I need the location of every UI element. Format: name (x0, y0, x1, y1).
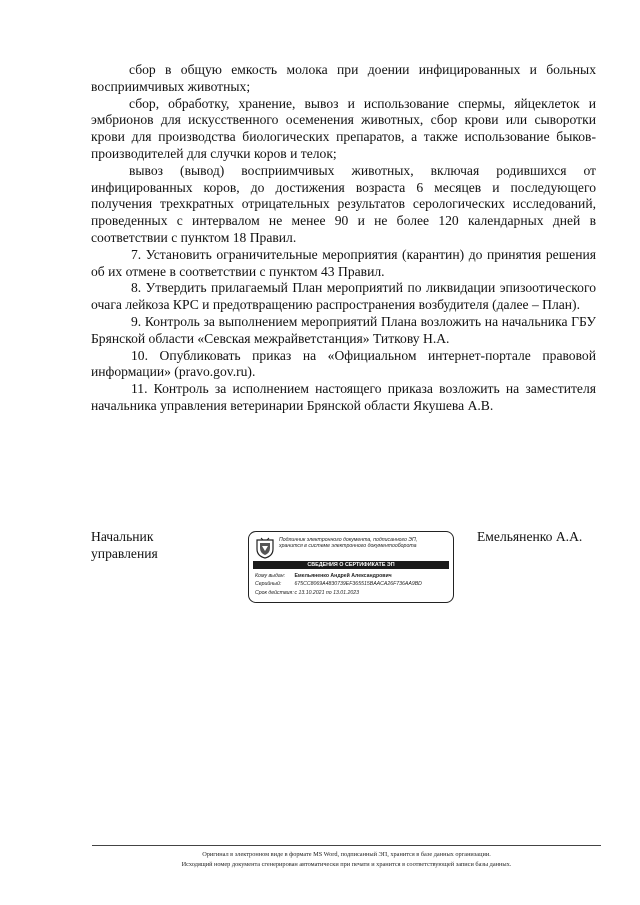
page-footer (92, 850, 601, 870)
stamp-header-line1: Подлинник электронного документа, подписанного ЭП, (279, 537, 418, 543)
stamp-owner-row (255, 572, 451, 580)
paragraph-animal-export: вывоз (вывод) восприимчивых животных, включая родившихся от инфицированных коров, до достижения возраста 6 месяцев и последующего получения трехкратных отрицательных результатов серологических исследований, проведенных с интервалом не менее 90 и не более 120 календарных дней в соответствии с пунктом 18 Правил. (91, 162, 596, 245)
stamp-owner-label: Кому выдан: (255, 573, 286, 579)
signer-position-line1: Начальник (91, 529, 154, 544)
footer-line1: Оригинал в электронном виде в формате MS Word, подписанный ЭП, хранится в базе данных организации. (202, 851, 491, 858)
electronic-signature-stamp (248, 531, 454, 603)
stamp-validity-value: с 13.10.2021 по 13.01.2023 (294, 589, 360, 596)
stamp-details (255, 572, 451, 597)
signer-position (91, 528, 158, 562)
footer-line2: Исходящий номер документа сгенерирован автоматически при печати и хранится в соответствующей записи базы данных. (181, 861, 512, 868)
paragraph-milk-collection: сбор в общую емкость молока при доении инфицированных и больных восприимчивых животных; (91, 62, 596, 94)
stamp-serial-row (255, 580, 451, 588)
paragraph-sperm-collection: сбор, обработку, хранение, вывоз и использование спермы, яйцеклеток и эмбрионов для искусственного осеменения животных, сбор крови или сыворотки крови для производства биологических препаратов, а также использование быков-производителей для случки коров и телок; (91, 95, 596, 161)
paragraph-item-9: 9. Контроль за выполнением мероприятий Плана возложить на начальника ГБУ Брянской области «Севская межрайветстанция» Титкову Н.А. (91, 313, 596, 346)
stamp-validity-row (255, 589, 451, 597)
paragraph-item-10: 10. Опубликовать приказ на «Официальном интернет-портале правовой информации» (pravo.gov.ru). (91, 347, 596, 380)
paragraph-item-11: 11. Контроль за исполнением настоящего приказа возложить на заместителя начальника управления ветеринарии Брянской области Якушева А.В. (91, 381, 596, 413)
stamp-owner-value: Емельяненко Андрей Александрович (294, 573, 392, 579)
signer-position-line2: управления (91, 546, 158, 561)
stamp-serial-value: 675CC8069A4830739EF365515BAACA26F736AA9BD (294, 581, 422, 588)
document-body (91, 62, 596, 415)
stamp-validity-label: Срок действия: (255, 589, 294, 596)
footer-divider (92, 845, 601, 846)
signer-name: Емельяненко А.А. (477, 529, 583, 544)
paragraph-item-7: 7. Установить ограничительные мероприятия (карантин) до принятия решения об их отмене в соответствии с пунктом 43 Правил. (91, 246, 596, 279)
stamp-serial-label: Серийный: (255, 581, 282, 588)
coat-of-arms-icon (255, 537, 275, 559)
paragraph-item-8: 8. Утвердить прилагаемый План мероприятий по ликвидации эпизоотического очага лейкоза КРС и предотвращению распространения возбудителя (далее – План). (91, 280, 596, 313)
stamp-certificate-title: СВЕДЕНИЯ О СЕРТИФИКАТЕ ЭП (253, 561, 449, 569)
stamp-header (279, 537, 449, 550)
stamp-header-line2: хранится в системе электронного документооборота (279, 543, 417, 550)
